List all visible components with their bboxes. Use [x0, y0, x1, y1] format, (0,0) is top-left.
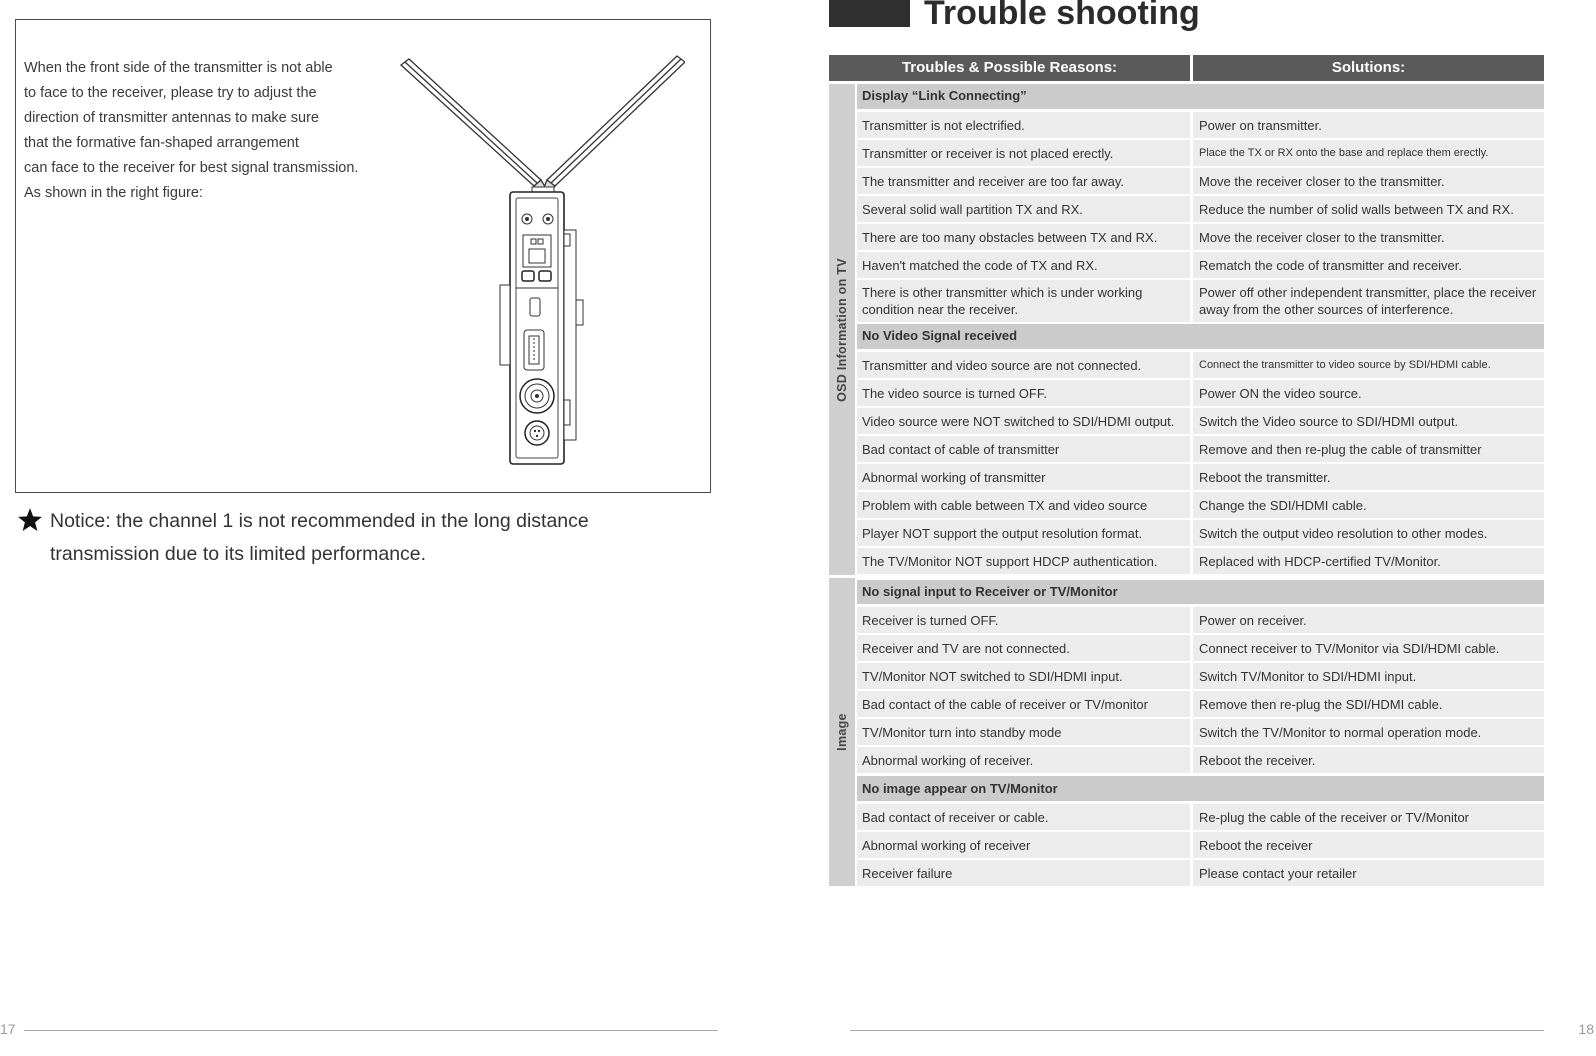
reason-cell: Bad contact of receiver or cable.: [857, 804, 1190, 830]
solution-cell: Reboot the transmitter.: [1193, 464, 1544, 490]
reason-cell: Player NOT support the output resolution format.: [857, 520, 1190, 546]
right-antenna: [543, 56, 685, 195]
reason-cell: Transmitter or receiver is not placed erectly.: [857, 140, 1190, 166]
solution-cell: Power on receiver.: [1193, 607, 1544, 633]
intro-line: can face to the receiver for best signal transmission.: [24, 160, 359, 176]
reason-cell: There are too many obstacles between TX and RX.: [857, 224, 1190, 250]
reason-cell: The TV/Monitor NOT support HDCP authentication.: [857, 548, 1190, 574]
group-label-text: Image: [835, 713, 849, 751]
reason-cell: Transmitter is not electrified.: [857, 112, 1190, 138]
solution-cell: Switch TV/Monitor to SDI/HDMI input.: [1193, 663, 1544, 689]
header-troubles: Troubles & Possible Reasons:: [829, 55, 1190, 81]
solution-cell: Connect the transmitter to video source by SDI/HDMI cable.: [1193, 352, 1544, 378]
reason-cell: TV/Monitor turn into standby mode: [857, 719, 1190, 745]
reason-cell: The transmitter and receiver are too far away.: [857, 168, 1190, 194]
reason-cell: Receiver failure: [857, 860, 1190, 886]
solution-cell: Rematch the code of transmitter and receiver.: [1193, 252, 1544, 278]
solution-cell: Move the receiver closer to the transmitter.: [1193, 224, 1544, 250]
reason-cell: Receiver is turned OFF.: [857, 607, 1190, 633]
solution-cell: Switch the Video source to SDI/HDMI output.: [1193, 408, 1544, 434]
title-accent-bar: [829, 0, 910, 27]
page-number-right: 18: [1578, 1021, 1594, 1037]
reason-cell: The video source is turned OFF.: [857, 380, 1190, 406]
reason-cell: There is other transmitter which is under working condition near the receiver.: [857, 280, 1190, 322]
page-number-left: 17: [0, 1021, 16, 1037]
solution-cell: Reboot the receiver: [1193, 832, 1544, 858]
star-icon: [17, 507, 43, 533]
reason-cell: Bad contact of cable of transmitter: [857, 436, 1190, 462]
intro-line: direction of transmitter antennas to make sure: [24, 110, 319, 126]
reason-cell: Receiver and TV are not connected.: [857, 635, 1190, 661]
reason-cell: Problem with cable between TX and video source: [857, 492, 1190, 518]
solution-cell: Re-plug the cable of the receiver or TV/Monitor: [1193, 804, 1544, 830]
solution-cell: Change the SDI/HDMI cable.: [1193, 492, 1544, 518]
intro-line: When the front side of the transmitter is not able: [24, 60, 333, 76]
transmitter-illustration: [385, 30, 685, 480]
reason-cell: Bad contact of the cable of receiver or TV/monitor: [857, 691, 1190, 717]
reason-cell: Several solid wall partition TX and RX.: [857, 196, 1190, 222]
notice-line: Notice: the channel 1 is not recommended in the long distance: [50, 510, 589, 532]
intro-line: that the formative fan-shaped arrangement: [24, 135, 299, 151]
reason-cell: TV/Monitor NOT switched to SDI/HDMI input.: [857, 663, 1190, 689]
reason-cell: Transmitter and video source are not connected.: [857, 352, 1190, 378]
solution-cell: Place the TX or RX onto the base and replace them erectly.: [1193, 140, 1544, 166]
reason-cell: Haven't matched the code of TX and RX.: [857, 252, 1190, 278]
solution-cell: Switch the TV/Monitor to normal operation mode.: [1193, 719, 1544, 745]
solution-cell: Power ON the video source.: [1193, 380, 1544, 406]
solution-cell: Move the receiver closer to the transmitter.: [1193, 168, 1544, 194]
reason-cell: Abnormal working of transmitter: [857, 464, 1190, 490]
solution-cell: Please contact your retailer: [1193, 860, 1544, 886]
group-label-text: OSD Information on TV: [835, 257, 849, 402]
solution-cell: Remove then re-plug the SDI/HDMI cable.: [1193, 691, 1544, 717]
section-header: No signal input to Receiver or TV/Monitor: [857, 580, 1544, 604]
antenna-instructions: [24, 56, 424, 206]
section-header: No Video Signal received: [857, 324, 1544, 349]
solution-cell: Remove and then re-plug the cable of transmitter: [1193, 436, 1544, 462]
reason-cell: Video source were NOT switched to SDI/HDMI output.: [857, 408, 1190, 434]
notice-line: transmission due to its limited performance.: [50, 543, 427, 565]
solution-cell: Reboot the receiver.: [1193, 747, 1544, 773]
header-solutions: Solutions:: [1193, 55, 1544, 81]
left-antenna: [401, 59, 547, 195]
intro-line: to face to the receiver, please try to adjust the: [24, 85, 317, 101]
solution-cell: Switch the output video resolution to other modes.: [1193, 520, 1544, 546]
reason-cell: Abnormal working of receiver.: [857, 747, 1190, 773]
footer-rule: [850, 1030, 1544, 1031]
page-title: Trouble shooting: [924, 0, 1200, 32]
solution-cell: Reduce the number of solid walls between TX and RX.: [1193, 196, 1544, 222]
group-label-osd: [829, 84, 855, 575]
intro-line: As shown in the right figure:: [24, 185, 203, 201]
solution-cell: Connect receiver to TV/Monitor via SDI/HDMI cable.: [1193, 635, 1544, 661]
footer-rule: [24, 1030, 718, 1031]
solution-cell: Power on transmitter.: [1193, 112, 1544, 138]
reason-cell: Abnormal working of receiver: [857, 832, 1190, 858]
solution-cell: Power off other independent transmitter, place the receiver away from the other sources of interference.: [1193, 280, 1544, 322]
solution-cell: Replaced with HDCP-certified TV/Monitor.: [1193, 548, 1544, 574]
group-label-image: [829, 578, 855, 886]
section-header: Display “Link Connecting”: [857, 84, 1544, 109]
section-header: No image appear on TV/Monitor: [857, 776, 1544, 801]
